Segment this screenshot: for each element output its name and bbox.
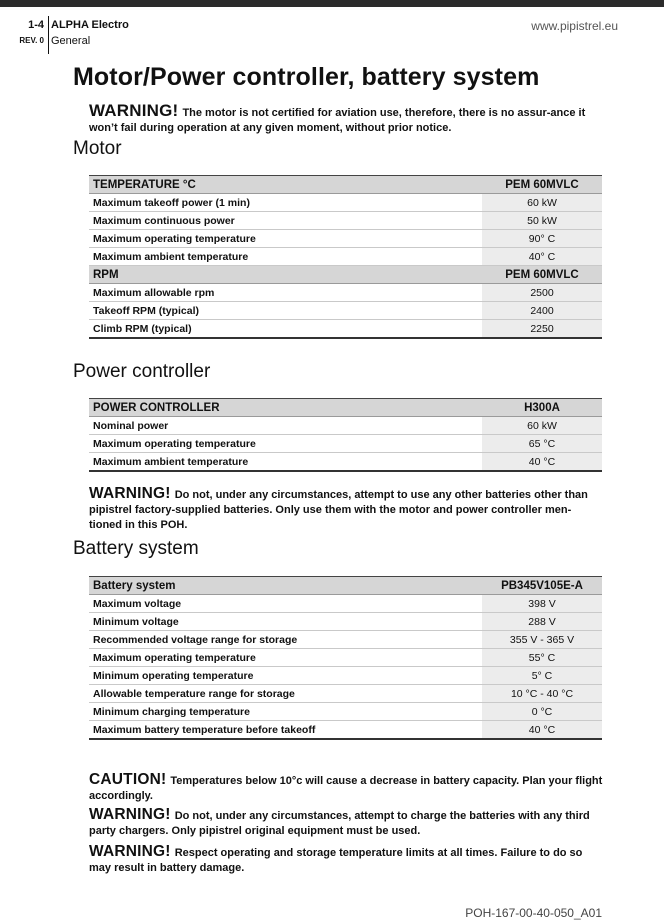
row-value: 60 kW <box>482 194 602 212</box>
row-label: Climb RPM (typical) <box>89 320 482 339</box>
section-title-battery: Battery system <box>73 538 199 559</box>
row-value: 0 °C <box>482 703 602 721</box>
row-label: Nominal power <box>89 417 482 435</box>
table-header-row <box>89 266 602 284</box>
power-controller-table <box>89 398 602 472</box>
warning-label: WARNING! <box>89 806 171 823</box>
row-label: Recommended voltage range for storage <box>89 631 482 649</box>
row-value: 288 V <box>482 613 602 631</box>
table-row <box>89 194 602 212</box>
warning-text: Do not, under any circumstances, attempt to use any other batteries other than pipistrel factory-supplied batteries. Only use them with the motor and power controller men-tioned in this POH. <box>89 489 588 531</box>
row-label: Allowable temperature range for storage <box>89 685 482 703</box>
header-label: TEMPERATURE °C <box>89 176 482 194</box>
page-number: 1-4 <box>28 19 44 31</box>
table-row <box>89 212 602 230</box>
table-row <box>89 453 602 472</box>
warning-label: WARNING! <box>89 101 179 120</box>
header-value: H300A <box>482 399 602 417</box>
row-value: 398 V <box>482 595 602 613</box>
row-value: 60 kW <box>482 417 602 435</box>
website-link[interactable]: www.pipistrel.eu <box>531 19 618 33</box>
row-label: Maximum operating temperature <box>89 649 482 667</box>
table-row <box>89 721 602 740</box>
section-title-motor: Motor <box>73 138 122 159</box>
row-label: Maximum operating temperature <box>89 230 482 248</box>
row-value: 50 kW <box>482 212 602 230</box>
warning-temperature-limits <box>89 844 604 876</box>
table-row <box>89 685 602 703</box>
row-label: Maximum ambient temperature <box>89 453 482 472</box>
warning-label: WARNING! <box>89 485 171 502</box>
table-row <box>89 230 602 248</box>
warning-text: Do not, under any circumstances, attempt to charge the batteries with any third party chargers. Only pipistrel original equipment must be used. <box>89 810 590 837</box>
row-label: Maximum allowable rpm <box>89 284 482 302</box>
warning-text: The motor is not certified for aviation use, therefore, there is no assur-ance it won’t fail during operation at any given moment, without prior notice. <box>89 107 586 134</box>
row-label: Maximum takeoff power (1 min) <box>89 194 482 212</box>
row-label: Maximum continuous power <box>89 212 482 230</box>
row-value: 5° C <box>482 667 602 685</box>
table-row <box>89 703 602 721</box>
table-row <box>89 302 602 320</box>
battery-table <box>89 576 602 740</box>
document-title: ALPHA Electro <box>51 19 129 31</box>
row-value: 55° C <box>482 649 602 667</box>
revision: REV. 0 <box>19 36 44 45</box>
table-header-row <box>89 176 602 194</box>
table-header-row <box>89 577 602 595</box>
header-value: PEM 60MVLC <box>482 176 602 194</box>
row-value: 40 °C <box>482 453 602 472</box>
table-row <box>89 284 602 302</box>
row-value: 2400 <box>482 302 602 320</box>
row-value: 40° C <box>482 248 602 266</box>
table-row <box>89 595 602 613</box>
row-label: Maximum battery temperature before takeoff <box>89 721 482 740</box>
row-label: Maximum ambient temperature <box>89 248 482 266</box>
top-border <box>0 0 664 7</box>
row-label: Minimum charging temperature <box>89 703 482 721</box>
caution-temperature <box>89 772 604 804</box>
table-row <box>89 248 602 266</box>
row-value: 65 °C <box>482 435 602 453</box>
warning-not-certified <box>89 103 604 136</box>
row-label: Takeoff RPM (typical) <box>89 302 482 320</box>
header-value: PB345V105E-A <box>482 577 602 595</box>
table-row <box>89 320 602 339</box>
row-value: 355 V - 365 V <box>482 631 602 649</box>
header-label: Battery system <box>89 577 482 595</box>
table-row <box>89 667 602 685</box>
header-label: RPM <box>89 266 482 284</box>
row-label: Minimum voltage <box>89 613 482 631</box>
table-row <box>89 631 602 649</box>
motor-table <box>89 175 602 339</box>
header-value: PEM 60MVLC <box>482 266 602 284</box>
table-header-row <box>89 399 602 417</box>
caution-label: CAUTION! <box>89 771 167 788</box>
row-value: 2250 <box>482 320 602 339</box>
row-value: 40 °C <box>482 721 602 740</box>
row-label: Minimum operating temperature <box>89 667 482 685</box>
row-value: 10 °C - 40 °C <box>482 685 602 703</box>
header-divider <box>48 16 49 54</box>
row-value: 90° C <box>482 230 602 248</box>
table-row <box>89 417 602 435</box>
row-value: 2500 <box>482 284 602 302</box>
warning-label: WARNING! <box>89 843 171 860</box>
row-label: Maximum operating temperature <box>89 435 482 453</box>
page-title: Motor/Power controller, battery system <box>73 63 540 91</box>
header-label: POWER CONTROLLER <box>89 399 482 417</box>
caution-text: Temperatures below 10°c will cause a decrease in battery capacity. Plan your flight accordingly. <box>89 775 603 802</box>
section-title-power-controller: Power controller <box>73 361 211 382</box>
chapter-name: General <box>51 35 91 47</box>
warning-text: Respect operating and storage temperature limits at all times. Failure to do so may result in battery damage. <box>89 847 583 874</box>
warning-batteries <box>89 486 604 533</box>
document-number: POH-167-00-40-050_A01 <box>465 906 602 920</box>
table-row <box>89 613 602 631</box>
warning-chargers <box>89 807 604 839</box>
table-row <box>89 435 602 453</box>
table-row <box>89 649 602 667</box>
row-label: Maximum voltage <box>89 595 482 613</box>
